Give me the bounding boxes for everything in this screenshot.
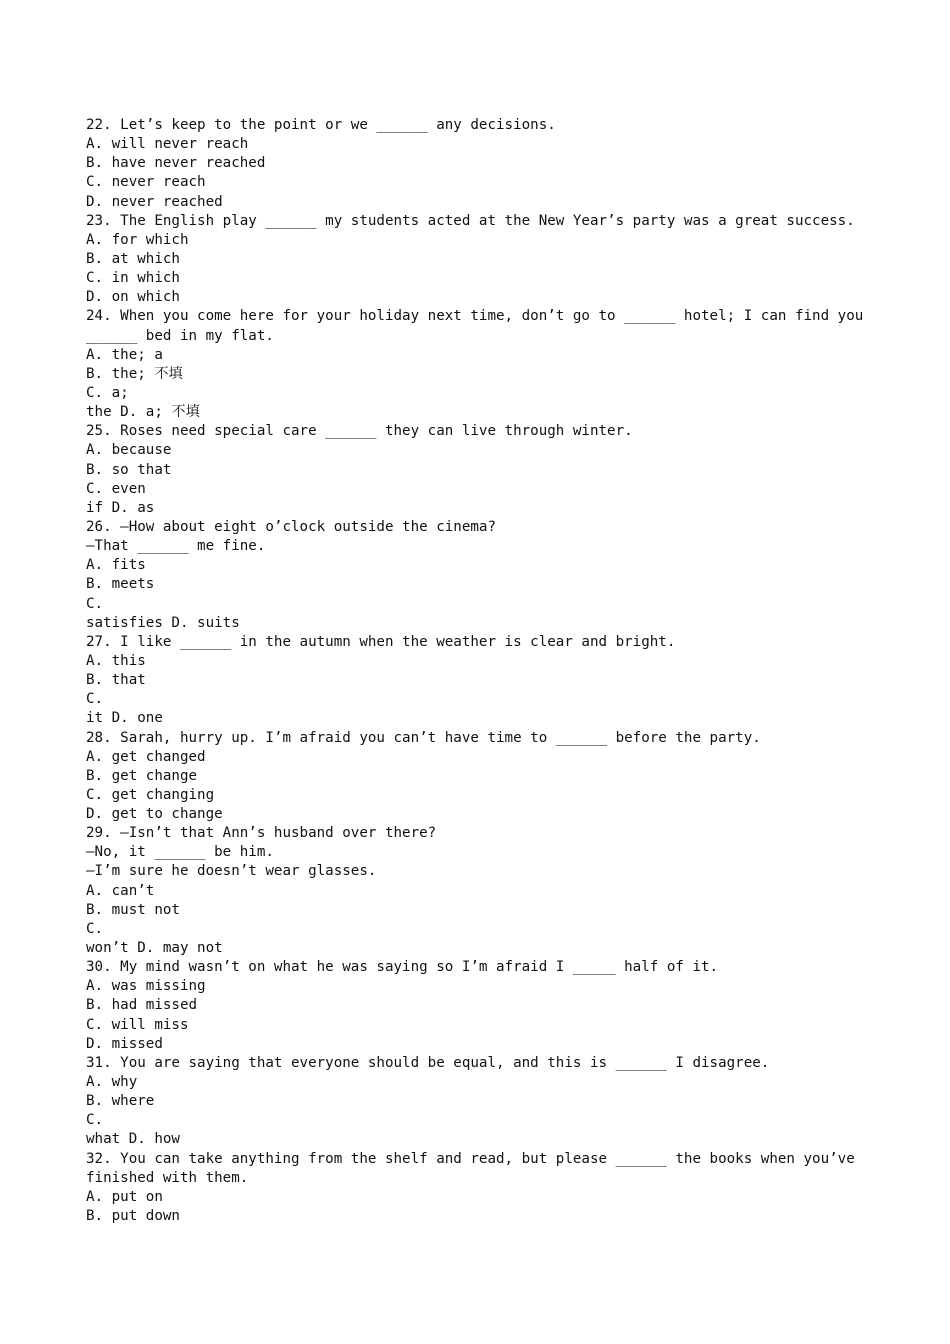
text-line: C. in which [86, 270, 180, 287]
text-line: 26. —How about eight o’clock outside the cinema? [86, 518, 496, 535]
text-line: A. why [86, 1074, 138, 1091]
text-line: 25. Roses need special care ______ they can live through winter. [86, 423, 633, 440]
text-line: A. can’t [86, 882, 155, 899]
text-line: A. this [86, 652, 146, 669]
text-line: B. where [86, 1093, 155, 1110]
text-line: ______ bed in my flat. [86, 327, 274, 344]
text-line: B. meets [86, 576, 155, 593]
text-line: A. fits [86, 557, 146, 574]
text-line: B. put down [86, 1208, 180, 1225]
text-line: 23. The English play ______ my students acted at the New Year’s party was a great success. [86, 212, 855, 229]
text-line: —No, it ______ be him. [86, 844, 274, 861]
text-line: D. never reached [86, 193, 223, 210]
text-line: finished with them. [86, 1169, 249, 1186]
text-line: B. have never reached [86, 155, 266, 172]
text-line: C. a; [86, 384, 129, 401]
text-line: the D. a; 不填 [86, 404, 200, 421]
text-line: 32. You can take anything from the shelf and read, but please ______ the books when you’ve [86, 1150, 855, 1167]
text-line: —I’m sure he doesn’t wear glasses. [86, 863, 377, 880]
text-line: what D. how [86, 1131, 180, 1148]
text-line: D. on which [86, 289, 180, 306]
text-line: A. get changed [86, 748, 206, 765]
text-line: C. even [86, 480, 146, 497]
text-line: B. the; 不填 [86, 365, 183, 382]
text-line: C. get changing [86, 786, 215, 803]
text-line: 22. Let’s keep to the point or we ______ any decisions. [86, 117, 556, 133]
text-line: A. the; a [86, 346, 163, 363]
text-line: B. had missed [86, 997, 198, 1014]
text-line: won’t D. may not [86, 940, 223, 957]
text-line: B. that [86, 672, 146, 689]
text-line: B. get change [86, 767, 198, 784]
text-line: A. put on [86, 1188, 163, 1205]
text-line: 31. You are saying that everyone should be equal, and this is ______ I disagree. [86, 1054, 770, 1071]
text-line: if D. as [86, 499, 155, 516]
text-line: B. so that [86, 461, 172, 478]
text-line: C. [86, 595, 104, 612]
question-text-block [86, 116, 866, 1226]
text-line: it D. one [86, 710, 163, 727]
text-line: 24. When you come here for your holiday next time, don’t go to ______ hotel; I can find you [86, 308, 864, 325]
text-line: A. for which [86, 231, 189, 248]
text-line: A. will never reach [86, 136, 249, 153]
text-line: D. missed [86, 1035, 163, 1052]
text-line: C. never reach [86, 174, 206, 191]
text-line: D. get to change [86, 806, 223, 823]
text-line: C. [86, 920, 104, 937]
text-line: A. because [86, 442, 172, 459]
text-line: 27. I like ______ in the autumn when the weather is clear and bright. [86, 633, 676, 650]
text-line: 29. —Isn’t that Ann’s husband over there? [86, 825, 437, 842]
text-line: 28. Sarah, hurry up. I’m afraid you can’t have time to ______ before the party. [86, 729, 761, 746]
text-line: B. must not [86, 901, 180, 918]
text-line: C. [86, 691, 104, 708]
text-line: C. will miss [86, 1016, 189, 1033]
text-line: A. was missing [86, 978, 206, 995]
text-line: B. at which [86, 250, 180, 267]
text-line: satisfies D. suits [86, 614, 240, 631]
text-line: C. [86, 1112, 104, 1129]
text-line: 30. My mind wasn’t on what he was saying so I’m afraid I _____ half of it. [86, 959, 719, 976]
text-line: —That ______ me fine. [86, 538, 266, 555]
